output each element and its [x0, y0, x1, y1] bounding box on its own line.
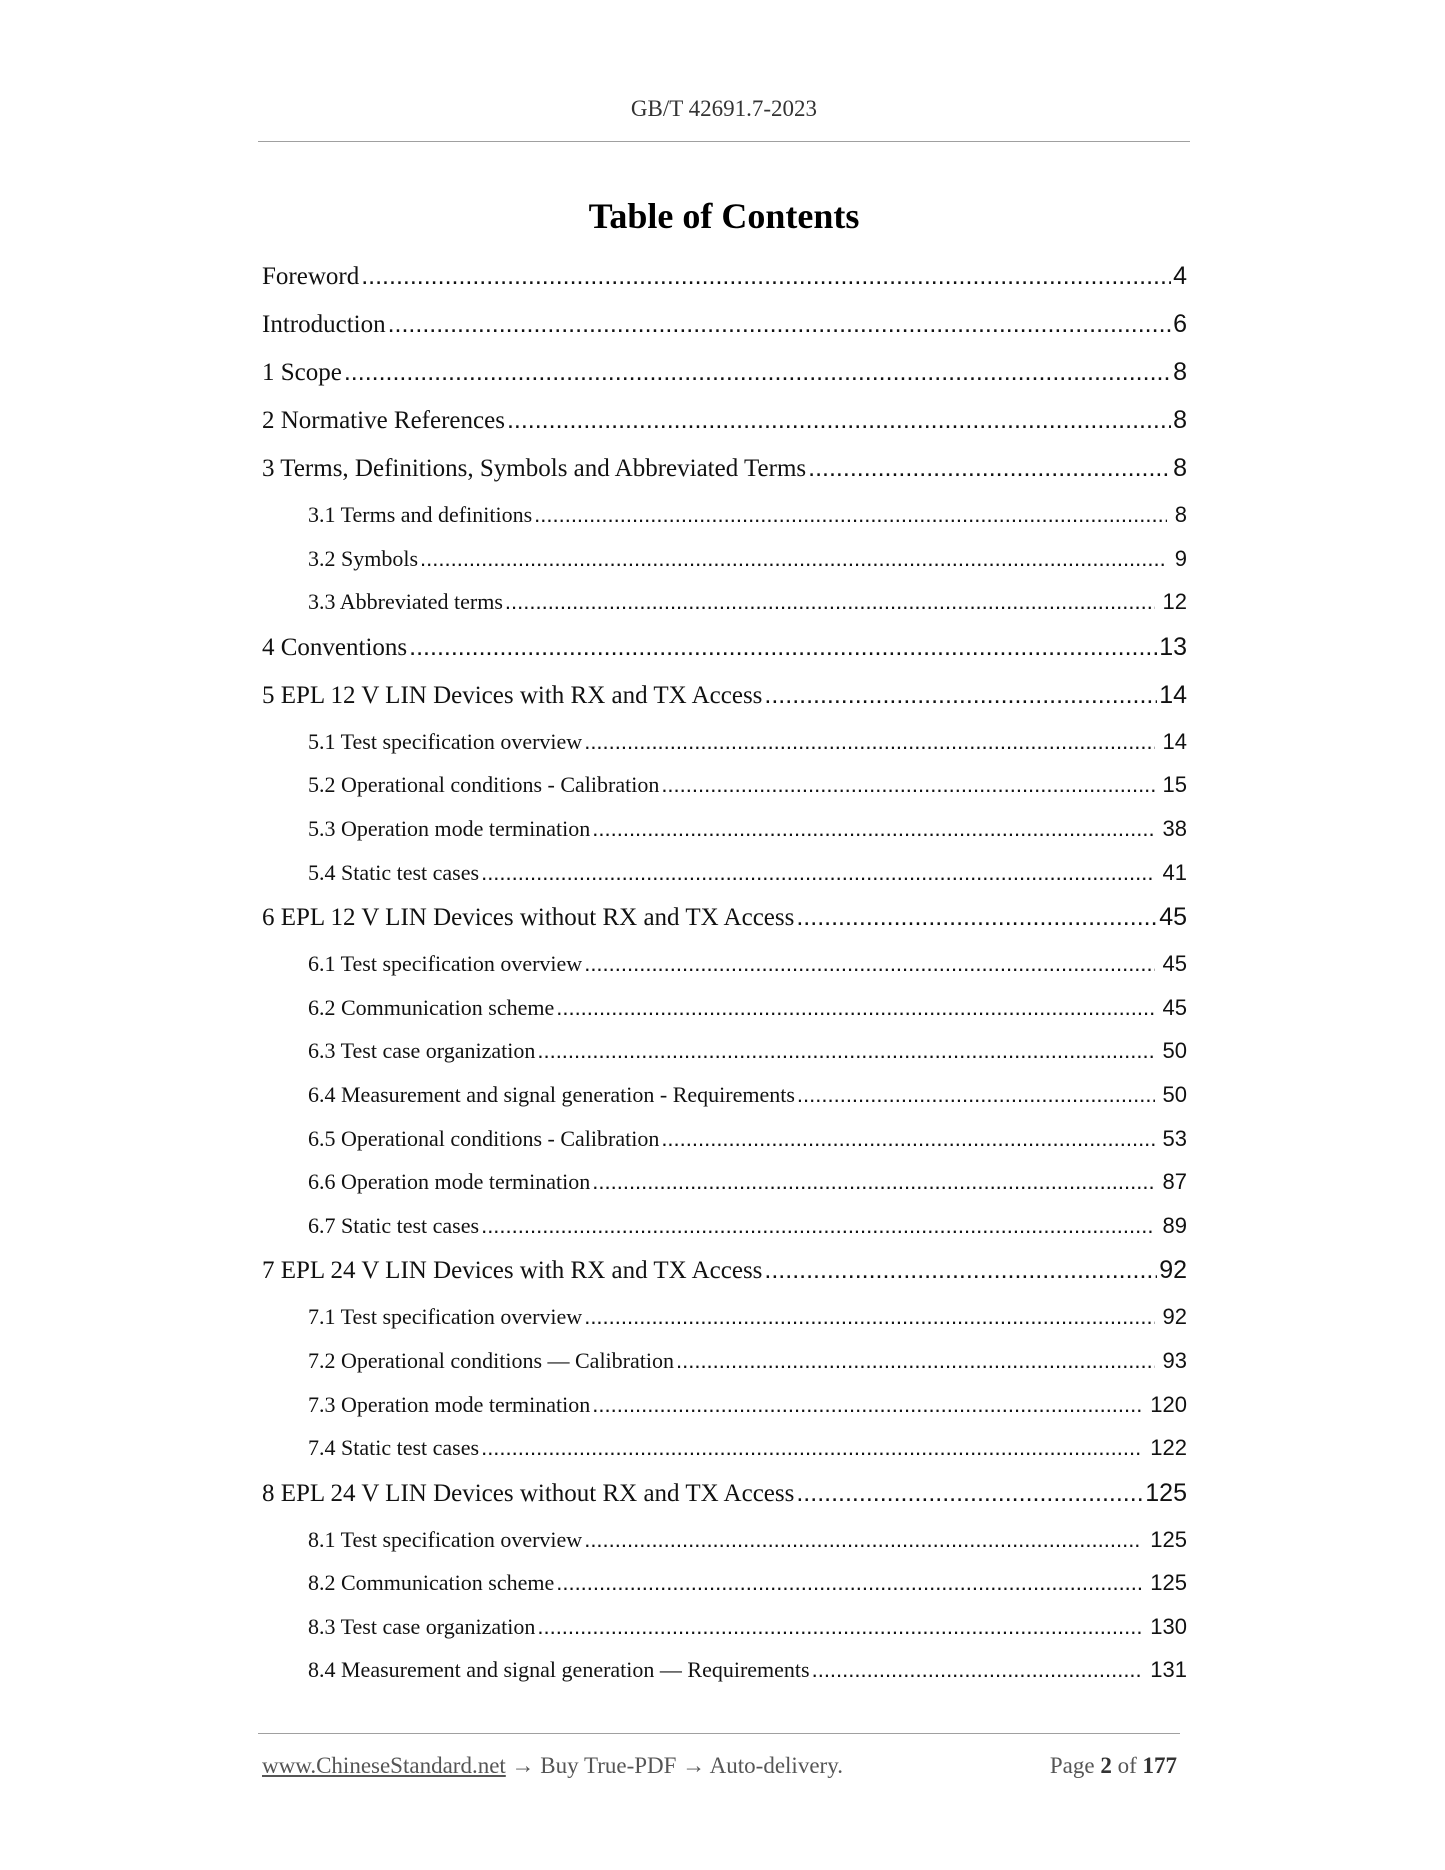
toc-subsection-entry[interactable] [262, 1527, 1187, 1571]
toc-section-entry[interactable] [262, 358, 1187, 406]
toc-dot-leader [592, 1169, 1154, 1195]
toc-dot-leader [556, 995, 1154, 1021]
buy-pdf-text: Buy True-PDF [540, 1753, 677, 1778]
total-pages: 177 [1142, 1753, 1177, 1778]
toc-subsection-entry[interactable] [262, 995, 1187, 1039]
toc-page-number: 87 [1162, 1169, 1187, 1195]
toc-page-number: 125 [1145, 1478, 1187, 1507]
toc-entry-title: 6.5 Operational conditions - Calibration [308, 1125, 660, 1151]
toc-dot-leader [534, 502, 1167, 528]
toc-section-entry[interactable] [262, 903, 1187, 951]
toc-page-number: 4 [1173, 262, 1187, 290]
header-divider [258, 141, 1190, 142]
toc-entry-title: 6.3 Test case organization [308, 1038, 536, 1064]
toc-subsection-entry[interactable] [262, 729, 1187, 773]
toc-subsection-entry[interactable] [262, 1614, 1187, 1658]
toc-subsection-entry[interactable] [262, 589, 1187, 633]
of-label: of [1117, 1753, 1137, 1778]
toc-page-number: 15 [1162, 772, 1187, 798]
toc-dot-leader [556, 1570, 1142, 1596]
toc-entry-title: Introduction [262, 311, 386, 338]
toc-page-number: 130 [1150, 1613, 1187, 1639]
toc-entry-title: 4 Conventions [262, 633, 408, 661]
toc-subsection-entry[interactable] [262, 1213, 1187, 1257]
toc-page-number: 92 [1162, 1304, 1187, 1330]
toc-entry-title: 3.2 Symbols [308, 545, 419, 571]
toc-dot-leader [584, 951, 1154, 977]
toc-section-entry[interactable] [262, 406, 1187, 454]
toc-entry-title: 7 EPL 24 V LIN Devices with RX and TX Access [262, 1257, 763, 1285]
toc-subsection-entry[interactable] [262, 1657, 1187, 1701]
toc-page-number: 8 [1173, 454, 1187, 482]
toc-dot-leader [764, 1256, 1157, 1285]
toc-entry-title: 7.4 Static test cases [308, 1435, 480, 1461]
toc-page-number: 14 [1159, 680, 1187, 709]
toc-page-number: 89 [1162, 1212, 1187, 1238]
toc-entry-title: 7.1 Test specification overview [308, 1304, 583, 1330]
toc-section-entry[interactable] [262, 262, 1187, 310]
toc-subsection-entry[interactable] [262, 1126, 1187, 1170]
toc-dot-leader [388, 310, 1172, 339]
toc-subsection-entry[interactable] [262, 1304, 1187, 1348]
toc-entry-title: 3 Terms, Definitions, Symbols and Abbreviated Terms [262, 455, 807, 482]
arrow-icon: → [511, 1753, 535, 1778]
toc-dot-leader [764, 681, 1157, 710]
toc-page-number: 9 [1174, 545, 1187, 571]
toc-section-entry[interactable] [262, 310, 1187, 358]
footer-divider [258, 1733, 1180, 1734]
page-indicator [1050, 1753, 1177, 1779]
toc-page-number: 8 [1174, 502, 1187, 527]
toc-dot-leader [481, 860, 1154, 886]
toc-section-entry[interactable] [262, 454, 1187, 502]
toc-page-number: 93 [1162, 1347, 1187, 1373]
toc-dot-leader [481, 1435, 1142, 1461]
toc-entry-title: 8.4 Measurement and signal generation — Requirements [308, 1657, 810, 1683]
toc-dot-leader [676, 1348, 1155, 1374]
toc-page-number: 125 [1150, 1526, 1187, 1552]
toc-dot-leader [808, 454, 1171, 483]
toc-dot-leader [812, 1657, 1143, 1683]
toc-entry-title: 1 Scope [262, 359, 342, 386]
toc-dot-leader [505, 589, 1155, 615]
toc-section-entry[interactable] [262, 1256, 1187, 1304]
toc-page-number: 131 [1150, 1657, 1187, 1683]
toc-page-number: 45 [1162, 951, 1187, 977]
document-id-header: GB/T 42691.7-2023 [630, 96, 818, 121]
toc-entry-title: 6 EPL 12 V LIN Devices without RX and TX Access [262, 904, 795, 932]
toc-dot-leader [584, 1527, 1142, 1553]
toc-page-number: 8 [1173, 406, 1187, 434]
toc-page-number: 38 [1162, 815, 1187, 841]
toc-dot-leader [796, 1479, 1143, 1508]
toc-section-entry[interactable] [262, 681, 1187, 729]
toc-page-number: 41 [1162, 859, 1187, 885]
toc-dot-leader [584, 1304, 1154, 1330]
toc-dot-leader [507, 406, 1171, 435]
toc-entry-title: 2 Normative References [262, 407, 505, 434]
toc-page-number: 45 [1159, 903, 1187, 932]
arrow-icon: → [682, 1753, 706, 1778]
toc-subsection-entry[interactable] [262, 546, 1187, 590]
toc-subsection-entry[interactable] [262, 1082, 1187, 1126]
toc-subsection-entry[interactable] [262, 860, 1187, 904]
toc-subsection-entry[interactable] [262, 502, 1187, 546]
toc-entry-title: 8 EPL 24 V LIN Devices without RX and TX Access [262, 1479, 795, 1507]
toc-dot-leader [344, 358, 1171, 387]
toc-dot-leader [797, 1082, 1155, 1108]
toc-page-number: 120 [1150, 1391, 1187, 1417]
toc-entry-title: 7.2 Operational conditions — Calibration [308, 1347, 674, 1373]
toc-page-number: 122 [1150, 1435, 1187, 1461]
toc-page-number: 12 [1162, 589, 1187, 615]
toc-entry-title: 6.2 Communication scheme [308, 994, 555, 1020]
footer-promo [262, 1753, 843, 1779]
toc-entry-title: 7.3 Operation mode termination [308, 1391, 591, 1417]
toc-entry-title: 5.4 Static test cases [308, 859, 480, 885]
toc-page-number: 50 [1162, 1038, 1187, 1064]
toc-subsection-entry[interactable] [262, 816, 1187, 860]
toc-entry-title: 8.2 Communication scheme [308, 1570, 555, 1596]
toc-subsection-entry[interactable] [262, 1348, 1187, 1392]
toc-page-number: 125 [1150, 1570, 1187, 1596]
toc-entry-title: 3.3 Abbreviated terms [308, 589, 503, 615]
toc-page-number: 8 [1173, 358, 1187, 386]
toc-section-entry[interactable] [262, 633, 1187, 681]
delivery-text: Auto-delivery. [709, 1753, 843, 1778]
toc-dot-leader [537, 1614, 1142, 1640]
toc-entry-title: 8.1 Test specification overview [308, 1526, 583, 1552]
toc-subsection-entry[interactable] [262, 772, 1187, 816]
toc-entry-title: 6.1 Test specification overview [308, 951, 583, 977]
toc-entry-title: 8.3 Test case organization [308, 1613, 536, 1639]
page-label: Page [1049, 1753, 1095, 1778]
toc-dot-leader [592, 1392, 1142, 1418]
toc-page-number: 13 [1159, 632, 1187, 661]
toc-dot-leader [361, 262, 1171, 291]
toc-dot-leader [420, 546, 1167, 572]
toc-dot-leader [592, 816, 1154, 842]
toc-page-number: 53 [1162, 1125, 1187, 1151]
toc-dot-leader [661, 772, 1154, 798]
toc-dot-leader [584, 729, 1154, 755]
toc-dot-leader [661, 1126, 1154, 1152]
page-title: Table of Contents [588, 196, 860, 236]
toc-entry-title: 5.1 Test specification overview [308, 728, 583, 754]
toc-subsection-entry[interactable] [262, 951, 1187, 995]
toc-entry-title: 5.3 Operation mode termination [308, 815, 591, 841]
toc-entry-title: 5 EPL 12 V LIN Devices with RX and TX Access [262, 681, 763, 709]
toc-page-number: 50 [1162, 1081, 1187, 1107]
toc-dot-leader [796, 903, 1157, 932]
toc-subsection-entry[interactable] [262, 1038, 1187, 1082]
toc-page-number: 14 [1162, 728, 1187, 754]
toc-dot-leader [481, 1213, 1154, 1239]
toc-dot-leader [409, 633, 1157, 662]
table-of-contents [262, 262, 1187, 1701]
toc-entry-title: 6.6 Operation mode termination [308, 1169, 591, 1195]
toc-entry-title: 6.7 Static test cases [308, 1212, 480, 1238]
website-link[interactable]: www.ChineseStandard.net [262, 1753, 506, 1778]
toc-entry-title: 6.4 Measurement and signal generation - Requirements [308, 1081, 795, 1107]
toc-subsection-entry[interactable] [262, 1570, 1187, 1614]
toc-page-number: 45 [1162, 994, 1187, 1020]
toc-page-number: 6 [1173, 310, 1187, 338]
toc-entry-title: Foreword [262, 263, 360, 290]
toc-subsection-entry[interactable] [262, 1169, 1187, 1213]
toc-section-entry[interactable] [262, 1479, 1187, 1527]
toc-entry-title: 3.1 Terms and definitions [308, 502, 533, 527]
current-page-number: 2 [1100, 1753, 1112, 1778]
toc-page-number: 92 [1159, 1256, 1187, 1285]
toc-subsection-entry[interactable] [262, 1392, 1187, 1436]
toc-dot-leader [537, 1038, 1154, 1064]
toc-subsection-entry[interactable] [262, 1435, 1187, 1479]
toc-entry-title: 5.2 Operational conditions - Calibration [308, 772, 660, 798]
